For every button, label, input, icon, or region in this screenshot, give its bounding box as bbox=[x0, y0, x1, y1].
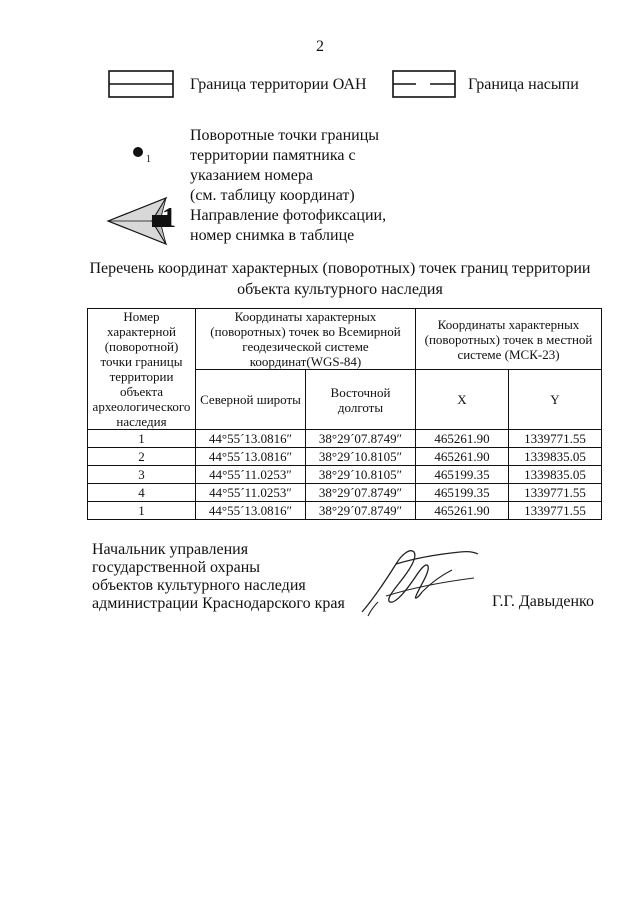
table-row bbox=[88, 430, 602, 448]
cell-y: 1339771.55 bbox=[509, 484, 602, 502]
legend-photo-direction bbox=[190, 206, 386, 246]
header-x: X bbox=[416, 370, 509, 430]
header-wgs84-group: Координаты характерных (поворотных) точек во Всемирной геодезической системе координат(WGS-84) bbox=[196, 309, 416, 370]
signatory-position-line: администрации Краснодарского края bbox=[92, 595, 345, 612]
turning-point-marker-number: 1 bbox=[146, 154, 151, 165]
signatory-name: Г.Г. Давыденко bbox=[492, 593, 594, 610]
cell-latitude: 44°55´13.0816″ bbox=[196, 430, 306, 448]
legend-turning-points-line: (см. таблицу координат) bbox=[190, 187, 355, 204]
cell-y: 1339835.05 bbox=[509, 466, 602, 484]
table-row bbox=[88, 466, 602, 484]
header-latitude: Северной широты bbox=[196, 370, 306, 430]
embankment-boundary-symbol bbox=[392, 70, 456, 98]
photo-number: 1 bbox=[162, 203, 176, 234]
cell-x: 465261.90 bbox=[416, 502, 509, 520]
page-number: 2 bbox=[316, 38, 324, 55]
cell-latitude: 44°55´11.0253″ bbox=[196, 484, 306, 502]
oan-boundary-symbol bbox=[108, 70, 174, 98]
legend-photo-direction-line: номер снимка в таблице bbox=[190, 227, 355, 244]
coordinates-table bbox=[87, 308, 602, 520]
table-row bbox=[88, 448, 602, 466]
table-row bbox=[88, 484, 602, 502]
legend-turning-points-line: Поворотные точки границы bbox=[190, 127, 380, 144]
signatory-position-line: государственной охраны bbox=[92, 559, 261, 576]
header-y: Y bbox=[509, 370, 602, 430]
cell-longitude: 38°29´07.8749″ bbox=[306, 430, 416, 448]
cell-longitude: 38°29´10.8105″ bbox=[306, 466, 416, 484]
cell-latitude: 44°55´13.0816″ bbox=[196, 502, 306, 520]
cell-x: 465261.90 bbox=[416, 448, 509, 466]
signatory-position bbox=[92, 541, 345, 613]
cell-x: 465199.35 bbox=[416, 484, 509, 502]
cell-y: 1339771.55 bbox=[509, 502, 602, 520]
table-caption-line: Перечень координат характерных (поворотных) точек границ территории bbox=[89, 260, 591, 277]
cell-latitude: 44°55´13.0816″ bbox=[196, 448, 306, 466]
handwritten-signature bbox=[356, 540, 486, 620]
legend-turning-points-line: территории памятника с bbox=[190, 147, 356, 164]
cell-longitude: 38°29´07.8749″ bbox=[306, 484, 416, 502]
header-msk23-group: Координаты характерных (поворотных) точек в местной системе (МСК-23) bbox=[416, 309, 602, 370]
cell-x: 465261.90 bbox=[416, 430, 509, 448]
table-caption-line: объекта культурного наследия bbox=[237, 281, 443, 298]
cell-x: 465199.35 bbox=[416, 466, 509, 484]
cell-point-number: 1 bbox=[88, 430, 196, 448]
cell-longitude: 38°29´10.8105″ bbox=[306, 448, 416, 466]
cell-latitude: 44°55´11.0253″ bbox=[196, 466, 306, 484]
cell-point-number: 2 bbox=[88, 448, 196, 466]
cell-y: 1339835.05 bbox=[509, 448, 602, 466]
cell-point-number: 1 bbox=[88, 502, 196, 520]
legend-embankment-boundary-label: Граница насыпи bbox=[468, 76, 579, 93]
legend-turning-points bbox=[190, 126, 379, 206]
cell-point-number: 3 bbox=[88, 466, 196, 484]
turning-point-icon bbox=[132, 146, 146, 160]
header-point-number: Номер характерной (поворотной) точки границы территории объекта археологического наследия bbox=[88, 309, 196, 430]
signatory-position-line: Начальник управления bbox=[92, 541, 249, 558]
photo-direction-arrow-icon bbox=[106, 196, 168, 246]
cell-y: 1339771.55 bbox=[509, 430, 602, 448]
legend-photo-direction-line: Направление фотофиксации, bbox=[190, 207, 387, 224]
legend-turning-points-line: указанием номера bbox=[190, 167, 313, 184]
table-row bbox=[88, 502, 602, 520]
table-caption bbox=[40, 258, 640, 300]
cell-point-number: 4 bbox=[88, 484, 196, 502]
cell-longitude: 38°29´07.8749″ bbox=[306, 502, 416, 520]
legend-oan-boundary-label: Граница территории ОАН bbox=[190, 76, 367, 93]
header-longitude: Восточной долготы bbox=[306, 370, 416, 430]
signatory-position-line: объектов культурного наследия bbox=[92, 577, 306, 594]
